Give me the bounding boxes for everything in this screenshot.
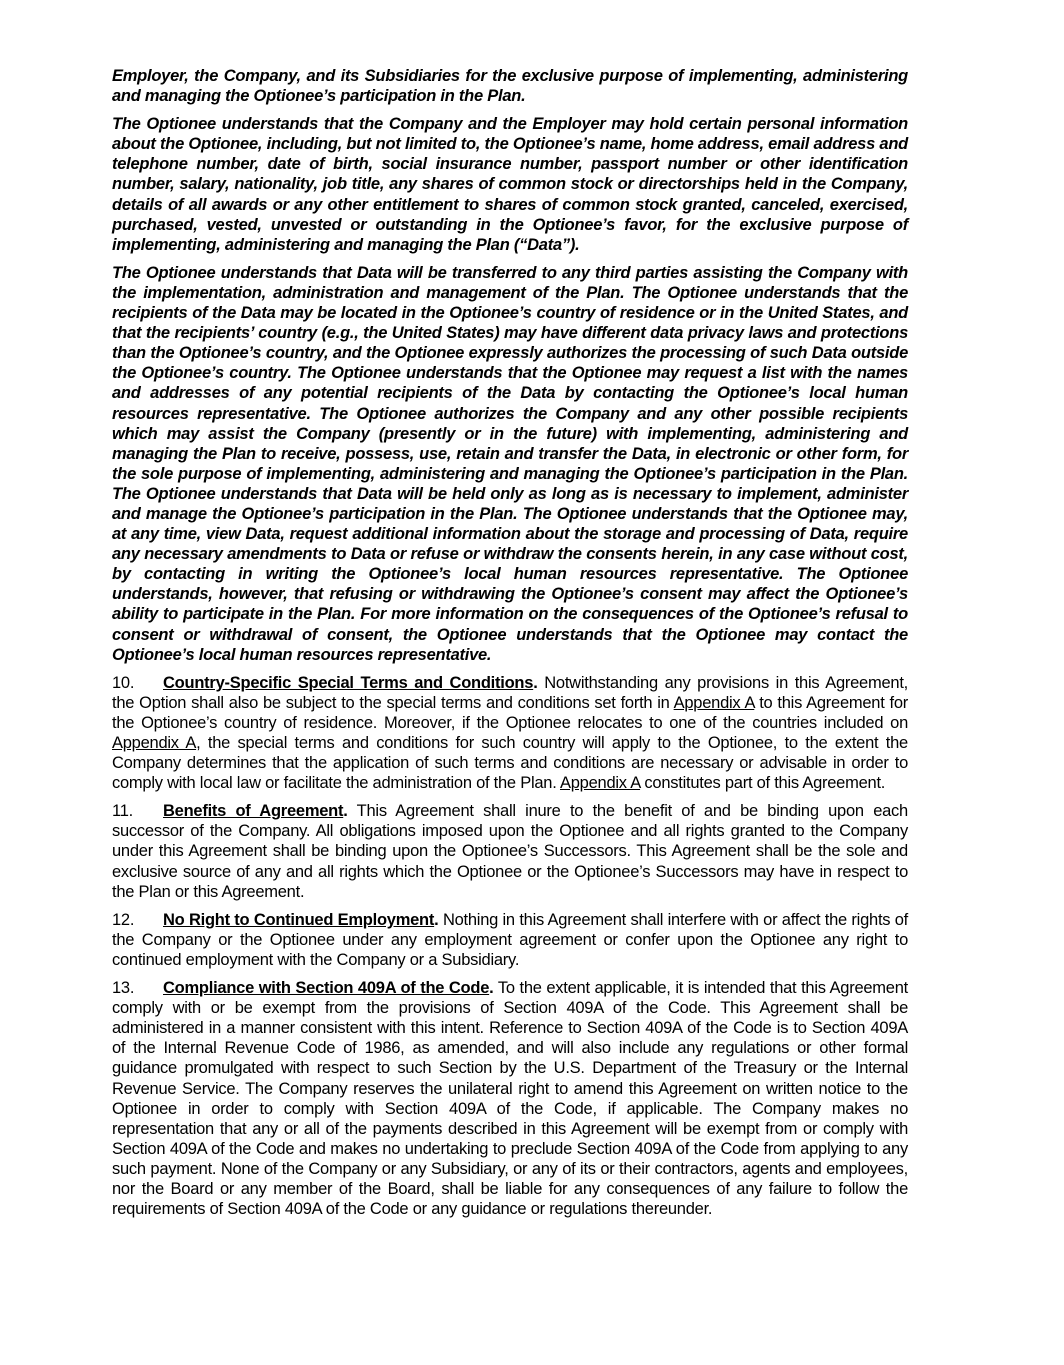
section-12-heading-period: .	[434, 910, 439, 929]
section-13-compliance-409a	[112, 978, 908, 1219]
section-12-no-right-continued-employment	[112, 910, 908, 970]
section-10-number: 10.	[112, 673, 135, 692]
intro-paragraph-data-transfer: The Optionee understands that Data will be transferred to any third parties assisting the Company with the implementation, administration and management of the Plan. The Optionee understands that the recipients of the Data may be located in the Optionee’s country of residence or in the United States, and that the recipients’ country (e.g., the United States) may have different data privacy laws and protections than the Optionee’s country, and the Optionee expressly authorizes the processing of such Data outside the Optionee’s country. The Optionee understands that the Optionee may request a list with the names and addresses of any potential recipients of the Data by contacting the Optionee’s local human resources representative. The Optionee authorizes the Company and any other possible recipients which may assist the Company (presently or in the future) with implementing, administering and managing the Plan to receive, possess, use, retain and transfer the Data, in electronic or other form, for the sole purpose of implementing, administering and managing the Optionee’s participation in the Plan. The Optionee understands that Data will be held only as long as is necessary to implement, administer and manage the Optionee’s participation in the Plan. The Optionee understands that the Optionee may, at any time, view Data, request additional information about the storage and processing of Data, require any necessary amendments to Data or refuse or withdraw the consents herein, in any case without cost, by contacting in writing the Optionee’s local human resources representative. The Optionee understands, however, that refusing or withdrawing the Optionee’s consent may affect the Optionee’s ability to participate in the Plan. For more information on the consequences of the Optionee’s refusal to consent or withdrawal of consent, the Optionee understands that the Optionee may contact the Optionee’s local human resources representative.	[112, 263, 908, 664]
section-12-body: Nothing in this Agreement shall interfere with or affect the rights of the Company or the Optionee under any employment agreement or confer upon the Optionee any right to continued employment with the Company or a Subsidiary.	[112, 910, 908, 969]
section-11-benefits-of-agreement	[112, 801, 908, 901]
section-10-country-specific-terms	[112, 673, 908, 794]
section-11-number: 11.	[112, 802, 133, 821]
section-12-number: 12.	[112, 910, 135, 929]
section-10-body: Notwithstanding any provisions in this Agreement, the Option shall also be subject to the special terms and conditions set forth in Appendix A to this Agreement for the Optionee’s country of residence. Moreover, if the Optionee relocates to one of the countries included on Appendix A, the special terms and conditions for such country will apply to the Optionee, to the extent the Company determines that the application of such terms and conditions are necessary or advisable in order to comply with local law or facilitate the administration of the Plan. Appendix A constitutes part of this Agreement.	[112, 673, 908, 793]
section-13-number: 13.	[112, 979, 135, 998]
section-13-body: To the extent applicable, it is intended that this Agreement comply with or be exempt from the provisions of Section 409A of the Code. This Agreement shall be administered in a manner consistent with this intent. Reference to Section 409A of the Code is to Section 409A of the Internal Revenue Code of 1986, as amended, and will also include any regulations or other formal guidance promulgated with respect to such Section by the U.S. Department of the Treasury or the Internal Revenue Service. The Company reserves the unilateral right to amend this Agreement on written notice to the Optionee in order to comply with Section 409A of the Code, if applicable. The Company makes no representation that any or all of the payments described in this Agreement will be exempt from or comply with Section 409A of the Code and makes no undertaking to preclude Section 409A of the Code from applying to any such payment. None of the Company or any Subsidiary, or any of its or their contractors, agents and employees, nor the Board or any member of the Board, shall be liable for any consequences of any failure to follow the requirements of Section 409A of the Code or any guidance or regulations thereunder.	[112, 979, 908, 1219]
section-10-heading: Country-Specific Special Terms and Conditions	[163, 673, 534, 692]
section-13-heading-period: .	[489, 979, 494, 998]
section-11-heading: Benefits of Agreement	[163, 802, 344, 821]
section-11-heading-period: .	[343, 802, 348, 821]
intro-paragraph-employer-purpose: Employer, the Company, and its Subsidiaries for the exclusive purpose of implementing, administering and managing the Optionee’s participation in the Plan.	[112, 67, 908, 106]
section-10-heading-period: .	[533, 673, 538, 692]
section-13-heading: Compliance with Section 409A of the Code	[163, 979, 490, 998]
section-11-body: This Agreement shall inure to the benefit of and be binding upon each successor of the Company. All obligations imposed upon the Optionee and all rights granted to the Company under this Agreement shall be binding upon the Optionee’s Successors. This Agreement shall be the sole and exclusive source of any and all rights which the Optionee or the Optionee’s Successors may have in respect to the Plan or this Agreement.	[112, 802, 908, 901]
section-12-heading: No Right to Continued Employment	[163, 910, 435, 929]
intro-paragraph-personal-data: The Optionee understands that the Company and the Employer may hold certain personal information about the Optionee, including, but not limited to, the Optionee’s name, home address, email address and telephone number, date of birth, social insurance number, passport number or other identification number, salary, nationality, job title, any shares of common stock or directorships held in the Company, details of all awards or any other entitlement to shares of common stock granted, canceled, exercised, purchased, vested, unvested or outstanding in the Optionee’s favor, for the exclusive purpose of implementing, administering and managing the Plan (“Data”).	[112, 115, 908, 254]
